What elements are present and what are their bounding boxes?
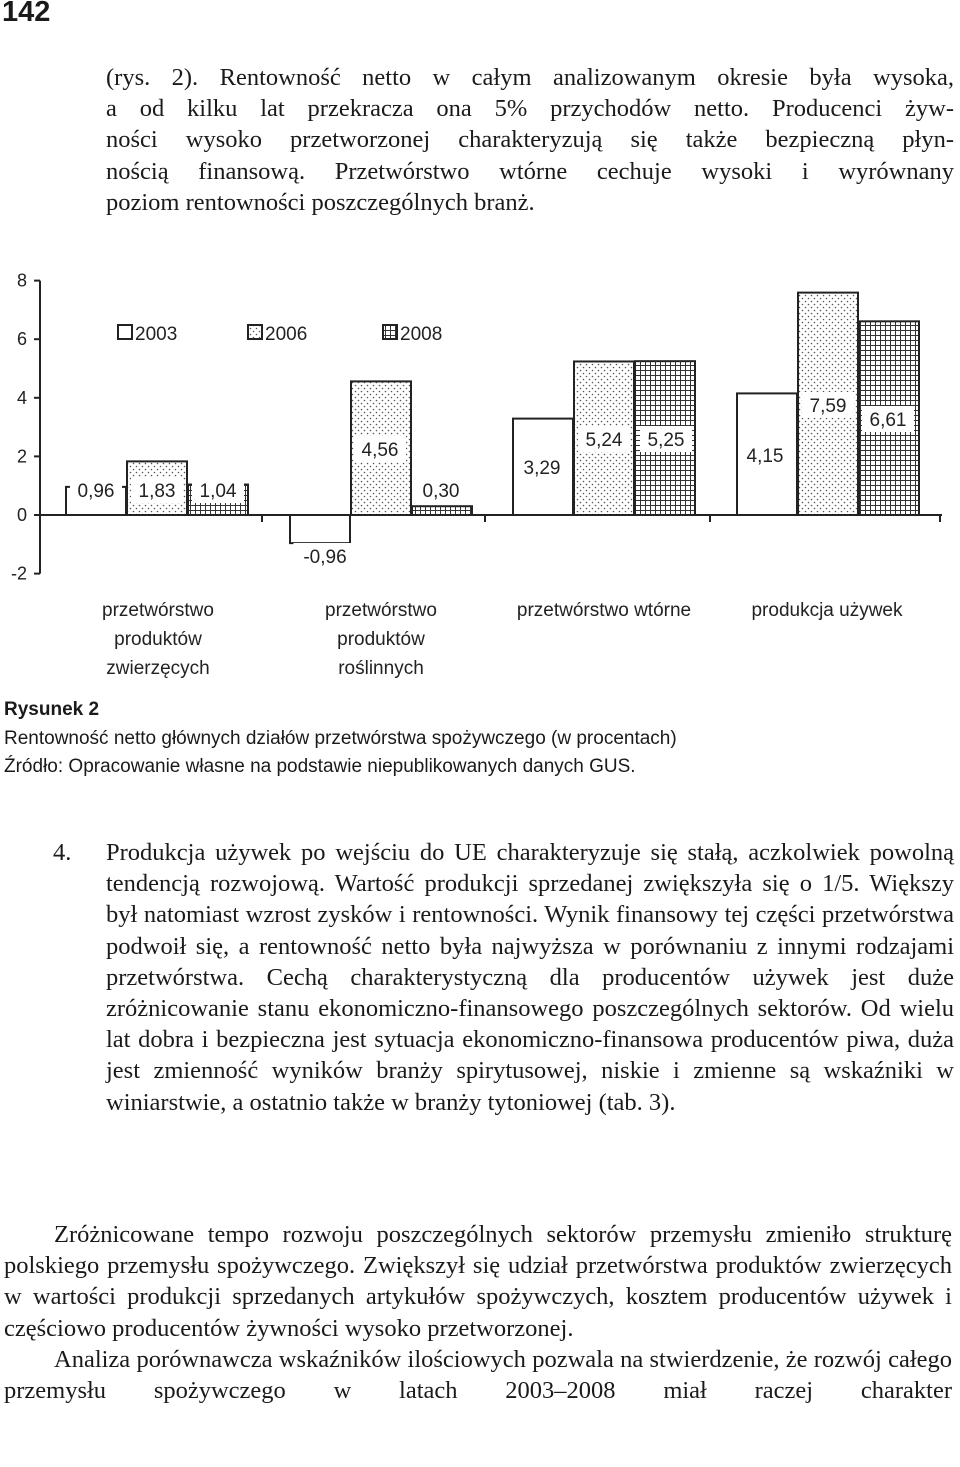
legend-swatch <box>118 325 132 339</box>
bar <box>412 506 472 515</box>
caption-title: Rysunek 2 <box>4 699 100 720</box>
bar-value-label: 3,29 <box>523 458 561 479</box>
page-number: 142 <box>2 0 51 28</box>
y-tick-label: 6 <box>16 329 27 350</box>
bar-value-label: 1,04 <box>199 481 237 502</box>
legend-swatch <box>383 325 397 339</box>
category-labels <box>102 600 903 679</box>
category-label: produktów <box>337 629 425 650</box>
bar-value-label: 0,30 <box>422 481 460 502</box>
x-axis <box>40 515 942 522</box>
y-axis <box>11 271 40 584</box>
list-item-text: Produkcja używek po wejściu do UE charakteryzuje się stałą, aczkolwiek powolną tendencją rozwojową. Wartość produkcji sprzedanej zwiększyła się o 1/5. Większy był natomiast wzrost zysków i rentowności. Wynik finansowy tej części przetwórstwa podwoił się, a rentowność netto była najwyższa w porównaniu z innymi rodzajami przetwórstwa. Cechą charakterystyczną dla producentów używek jest duże zróżnicowanie stanu ekonomiczno-finansowego poszczególnych sektorów. Od wielu lat dobra i bezpieczna jest sytuacja ekonomiczno-finansowa producentów piwa, duża jest zmienność wyników branży spirytusowej, niskie i zmienne są wskaźniki w winiarstwie, a ostatnio także w branży tytoniowej (tab. 3). <box>106 839 954 1116</box>
paragraph: Zróżnicowane tempo rozwoju poszczególnych sektorów przemysłu zmieniło strukturę polskiego przemysłu spożywczego. Zwiększył się udział przetwórstwa produktów zwierzęcych w wartości produkcji sprzedanych artykułów spożywczych, kosztem producentów używek i częściowo producentów żywności wysoko przetworzonej. <box>4 1221 952 1342</box>
figure-caption <box>4 696 954 782</box>
bar-value-label: 6,61 <box>869 410 907 431</box>
category-label: produkcja używek <box>751 600 903 621</box>
category-label: przetwórstwo <box>325 600 437 621</box>
bar-value-label: 4,56 <box>361 440 399 461</box>
bar-value-label: -0,96 <box>303 547 347 568</box>
category-label: roślinnych <box>338 658 424 679</box>
bars <box>66 293 919 544</box>
bar-value-label: 1,83 <box>138 481 176 502</box>
y-tick-label: -2 <box>10 563 27 584</box>
closing-text <box>4 1219 952 1406</box>
bar-value-label: 5,24 <box>585 430 623 451</box>
y-tick-label: 2 <box>16 446 27 467</box>
intro-line: nością finansową. Przetwórstwo wtórne cechuje wysoki i wyrównany <box>106 157 954 185</box>
legend-label: 2006 <box>265 324 308 345</box>
legend-label: 2008 <box>400 324 443 345</box>
paragraph: Analiza porównawcza wskaźników ilościowych pozwala na stwierdzenie, że rozwój całego przemysłu spożywczego w latach 2003–2008 miał raczej charakter <box>4 1345 952 1405</box>
intro-line: (rys. 2). Rentowność netto w całym analizowanym okresie była wysoka, <box>106 64 954 91</box>
list-item-number: 4. <box>53 839 72 866</box>
legend <box>118 324 442 345</box>
caption-description: Rentowność netto głównych działów przetwórstwa spożywczego (w procentach) <box>4 727 677 749</box>
list-item-4 <box>53 837 954 1118</box>
bar-value-label: 0,96 <box>77 481 115 502</box>
profitability-bar-chart <box>0 268 960 688</box>
caption-source: Źródło: Opracowanie własne na podstawie niepublikowanych danych GUS. <box>4 756 636 777</box>
bar-value-label: 7,59 <box>809 396 847 417</box>
intro-line: ności wysoko przetworzonej charakteryzują się także bezpieczną płyn- <box>106 126 954 154</box>
legend-label: 2003 <box>135 324 178 345</box>
bar-value-label: 4,15 <box>746 446 784 467</box>
intro-line: a od kilku lat przekracza ona 5% przychodów netto. Producenci żyw- <box>106 95 954 123</box>
y-tick-label: 8 <box>16 270 27 291</box>
bar <box>290 515 350 543</box>
legend-swatch <box>248 325 262 339</box>
bar-value-label: 5,25 <box>647 430 685 451</box>
category-label: produktów <box>114 629 202 650</box>
y-tick-label: 0 <box>16 505 27 525</box>
intro-line: poziom rentowności poszczególnych branż. <box>106 188 535 216</box>
category-label: przetwórstwo <box>102 600 214 621</box>
intro-paragraph <box>106 62 954 218</box>
category-label: zwierzęcych <box>106 658 210 679</box>
category-label: przetwórstwo wtórne <box>516 600 692 621</box>
y-tick-label: 4 <box>16 387 27 408</box>
